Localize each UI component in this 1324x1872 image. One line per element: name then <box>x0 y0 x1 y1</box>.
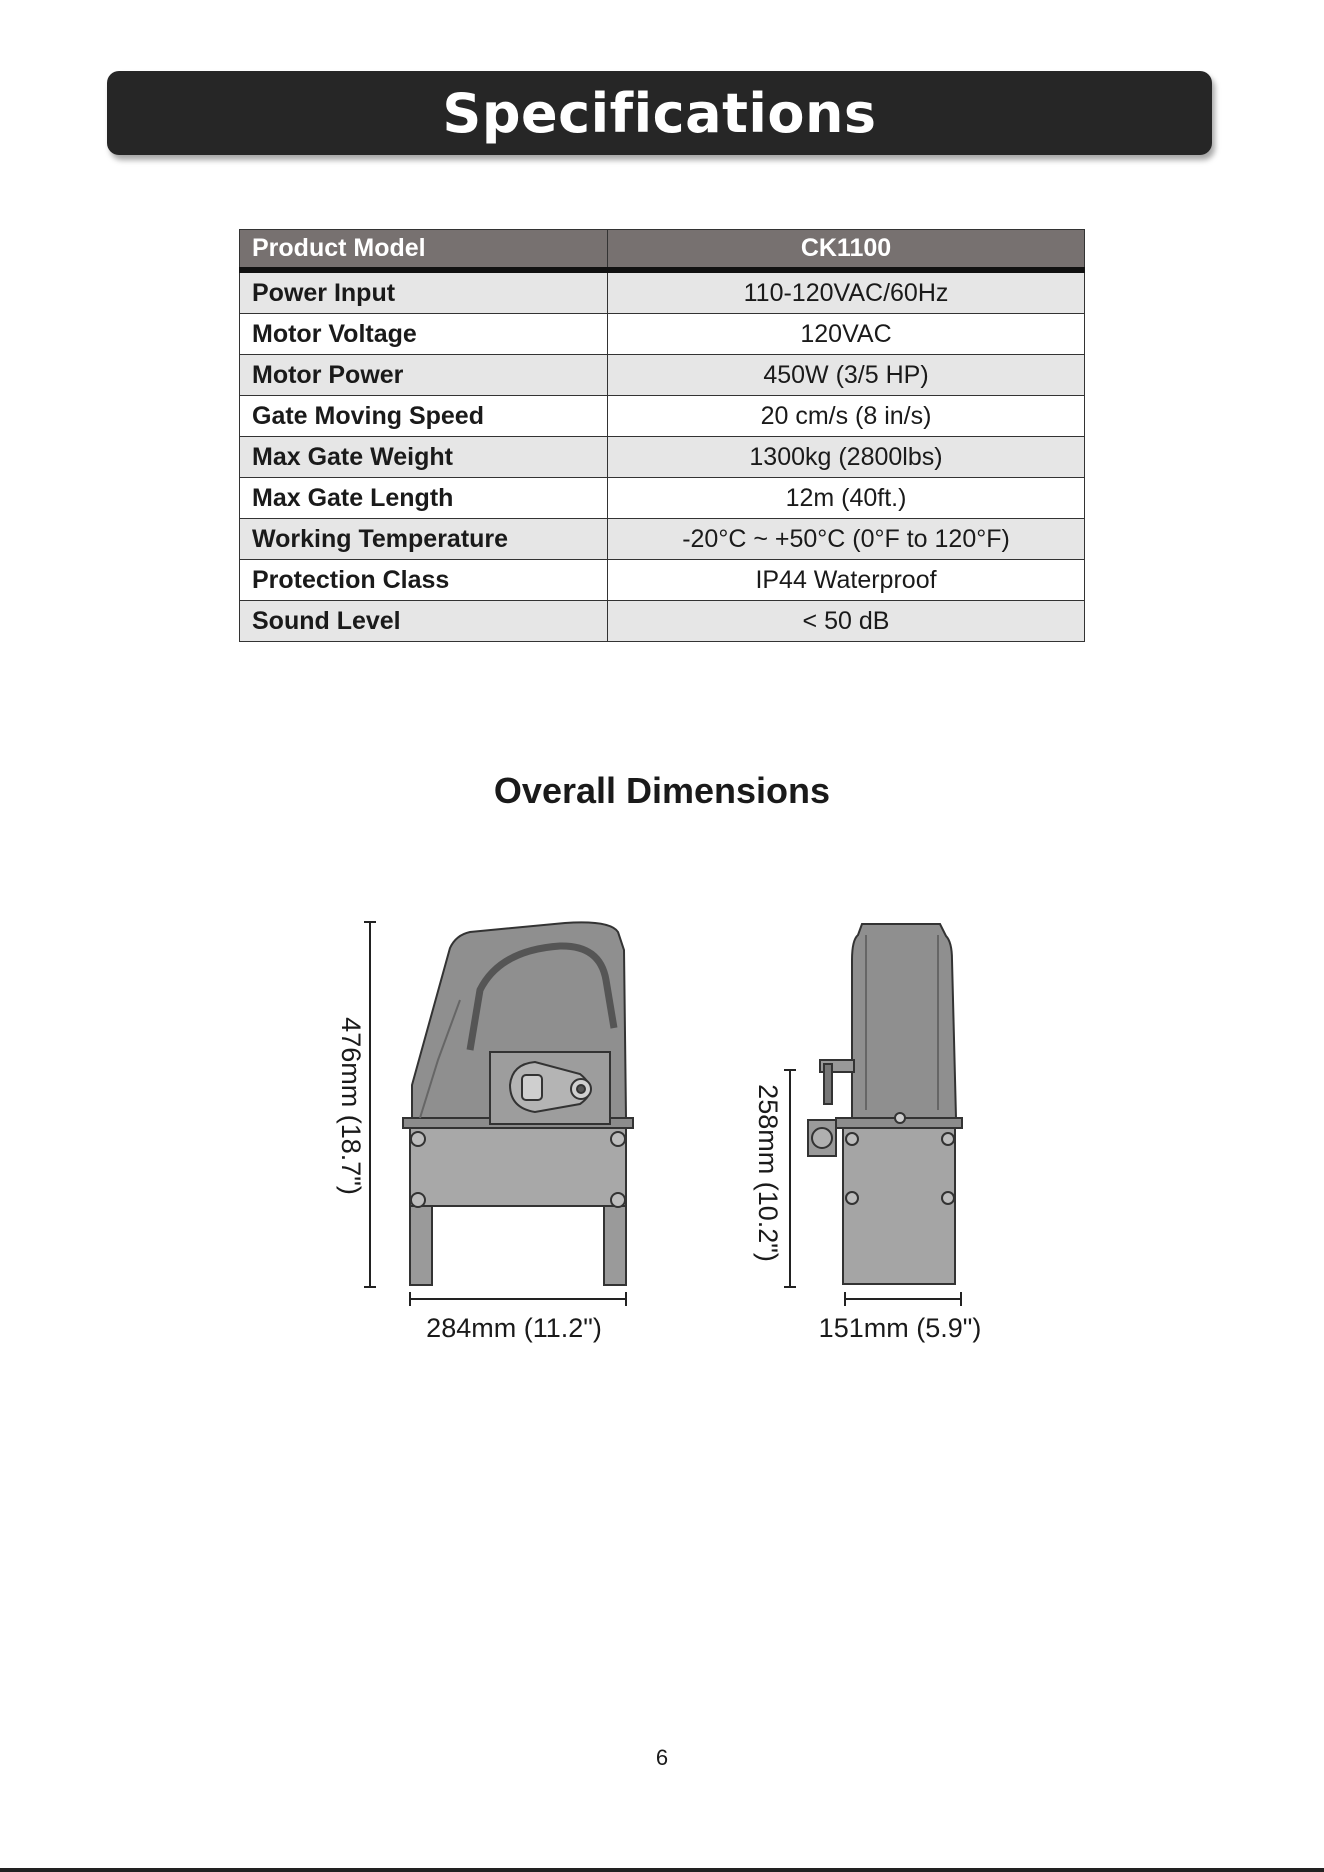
row-value: 20 cm/s (8 in/s) <box>608 396 1085 437</box>
row-value: 12m (40ft.) <box>608 478 1085 519</box>
row-value: IP44 Waterproof <box>608 560 1085 601</box>
row-label: Protection Class <box>240 560 608 601</box>
row-label: Sound Level <box>240 601 608 642</box>
front-height-label: 258mm (10.2") <box>753 1084 783 1262</box>
row-label: Power Input <box>240 270 608 314</box>
row-label: Gate Moving Speed <box>240 396 608 437</box>
side-height-label: 476mm (18.7") <box>336 1017 366 1195</box>
footer-divider <box>0 1868 1324 1872</box>
page-title: Specifications <box>442 81 877 145</box>
row-value: < 50 dB <box>608 601 1085 642</box>
row-value: 110-120VAC/60Hz <box>608 270 1085 314</box>
side-view-motor-illustration <box>403 922 633 1285</box>
row-value: 450W (3/5 HP) <box>608 355 1085 396</box>
row-label: Motor Voltage <box>240 314 608 355</box>
page-number: 6 <box>655 1745 669 1770</box>
front-width-label: 151mm (5.9") <box>818 1313 982 1343</box>
row-value: 1300kg (2800lbs) <box>608 437 1085 478</box>
row-value: -20°C ~ +50°C (0°F to 120°F) <box>608 519 1085 560</box>
side-width-label: 284mm (11.2") <box>426 1313 602 1343</box>
header-label: Product Model <box>240 230 608 271</box>
dimensions-title: Overall Dimensions <box>493 770 831 811</box>
row-label: Max Gate Length <box>240 478 608 519</box>
header-value: CK1100 <box>608 230 1085 271</box>
row-label: Max Gate Weight <box>240 437 608 478</box>
row-value: 120VAC <box>608 314 1085 355</box>
front-view-motor-illustration <box>808 924 962 1284</box>
row-label: Motor Power <box>240 355 608 396</box>
row-label: Working Temperature <box>240 519 608 560</box>
